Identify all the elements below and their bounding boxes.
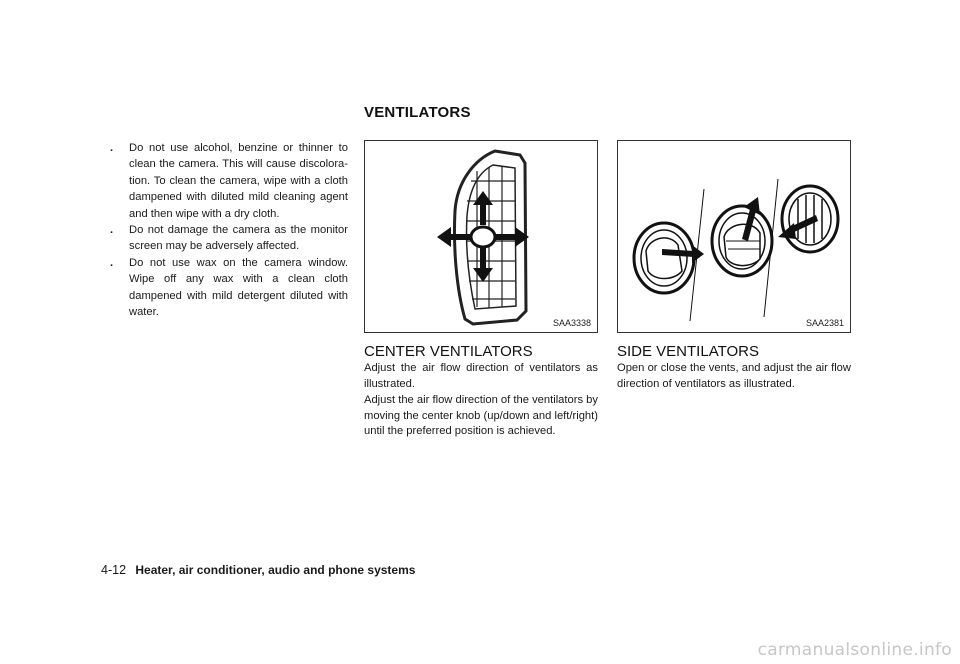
- section-title: VENTILATORS: [364, 104, 471, 121]
- chapter-title: Heater, air conditioner, audio and phone systems: [135, 563, 416, 577]
- list-item: [108, 140, 348, 222]
- side-paragraph-1: Open or close the vents, and adjust the air flow direction of ventilators as illustrated.: [617, 362, 851, 390]
- figure-code: SAA2381: [805, 318, 844, 328]
- watermark: carmanualsonline.info: [757, 640, 952, 660]
- bullet-text: Do not use alcohol, benzine or thinner to clean the camera. This will cause discolora-tion. To clean the camera, wipe with a cloth dampened with diluted mild cleaning agent and then wipe with a dry cloth.: [129, 142, 348, 220]
- bullet-mark: .: [110, 256, 114, 269]
- center-vent-illustration: [365, 141, 597, 332]
- side-vent-illustration: [618, 141, 850, 332]
- side-ventilators-heading: SIDE VENTILATORS: [617, 343, 759, 360]
- center-paragraph-1: Adjust the air flow direction of ventilators as illustrated.: [364, 362, 598, 390]
- side-ventilator-figure: [617, 140, 851, 333]
- page-footer: [101, 563, 415, 577]
- figure-code: SAA3338: [552, 318, 591, 328]
- center-ventilator-figure: [364, 140, 598, 333]
- caution-list: [108, 140, 348, 320]
- center-paragraph-2: Adjust the air flow direction of the ventilators by moving the center knob (up/down and left/right) until the preferred position is achieved.: [364, 394, 598, 438]
- bullet-mark: .: [110, 142, 114, 154]
- bullet-text: Do not damage the camera as the monitor screen may be adversely affected.: [129, 224, 348, 253]
- bullet-mark: .: [110, 224, 114, 237]
- center-ventilators-heading: CENTER VENTILATORS: [364, 343, 533, 360]
- bullet-text: Do not use wax on the camera window. Wipe off any wax with a clean cloth dampened with mild detergent diluted with water.: [129, 256, 348, 319]
- list-item: [108, 255, 348, 321]
- page-number: 4-12: [101, 563, 127, 577]
- list-item: [108, 222, 348, 255]
